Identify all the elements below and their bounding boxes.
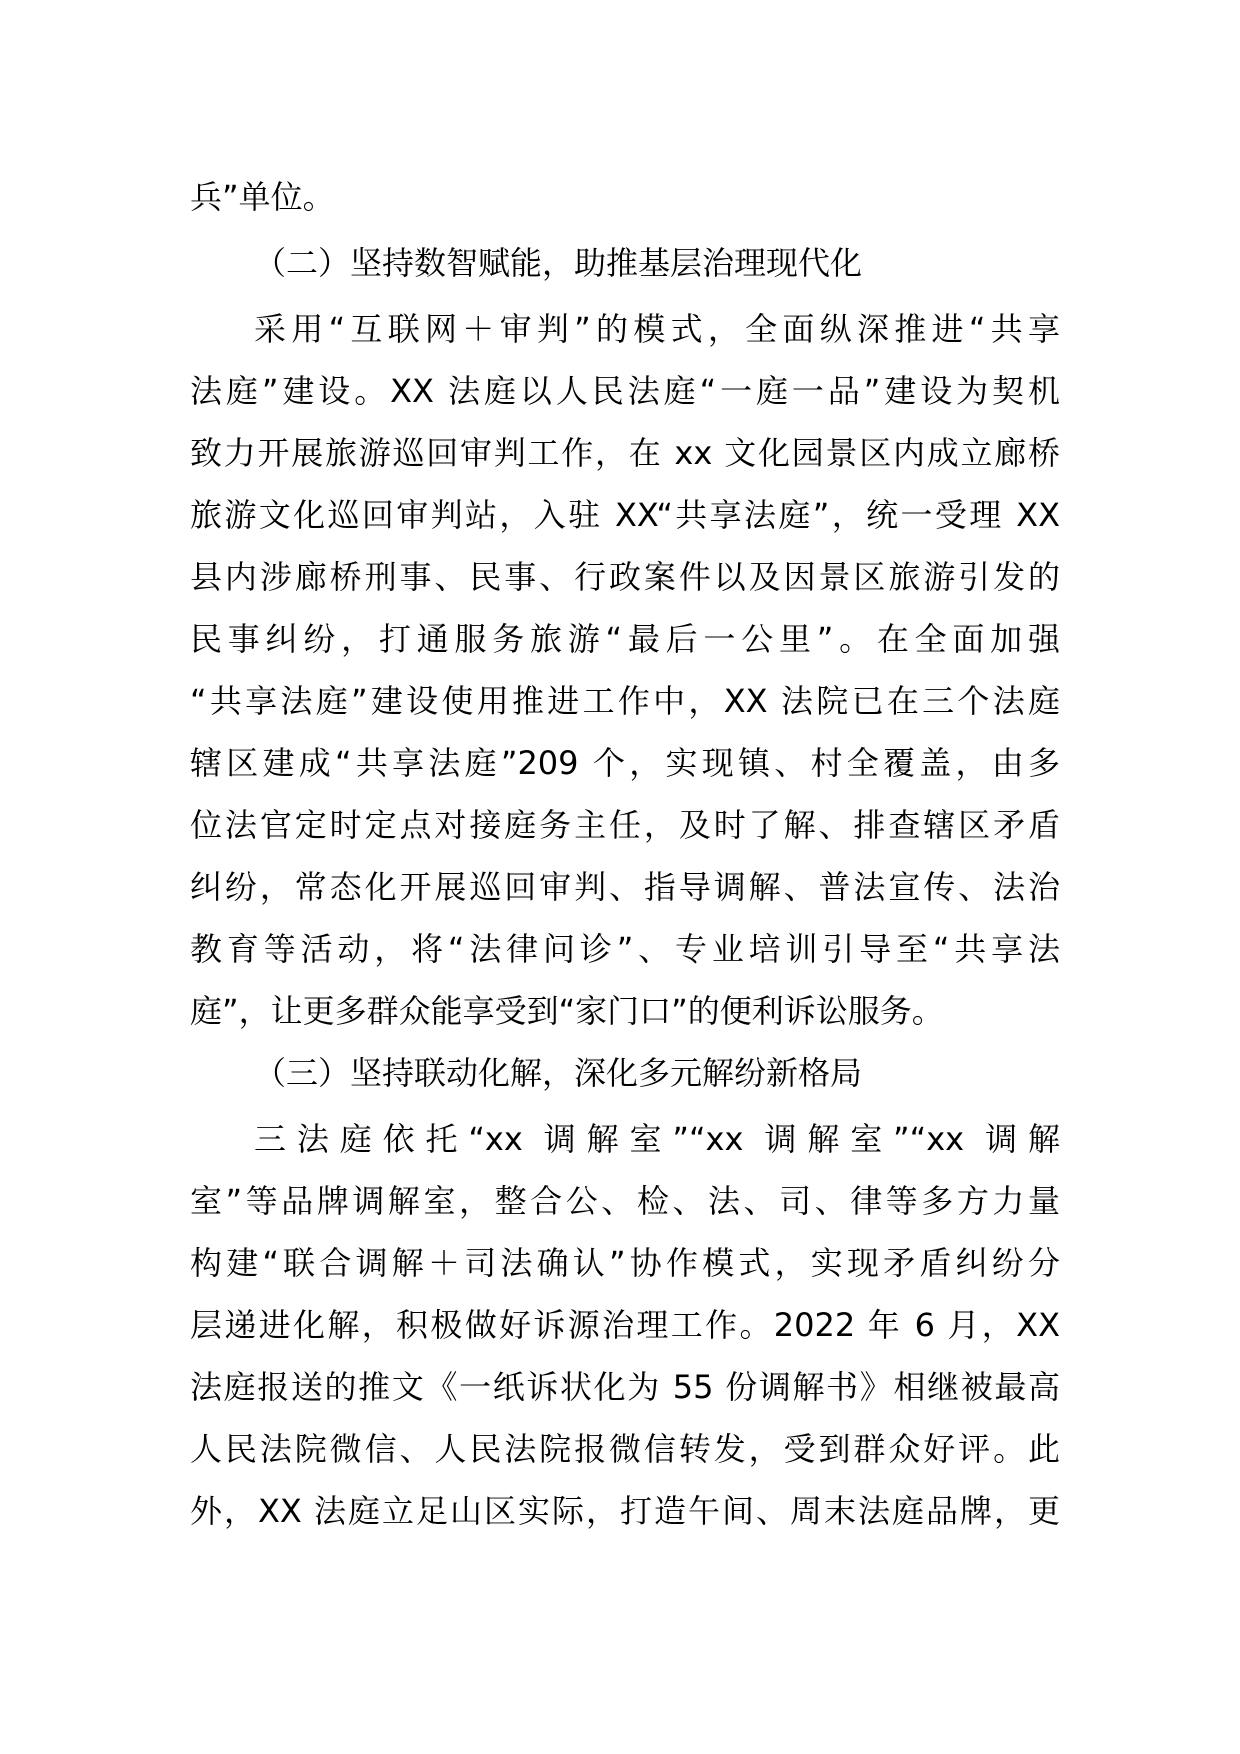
paragraph-line: 室”等品牌调解室，整合公、检、法、司、律等多方力量 [190,1182,1060,1220]
section-heading: （二）坚持数智赋能，助推基层治理现代化 [254,244,863,282]
section-heading: （三）坚持联动化解，深化多元解纷新格局 [254,1054,863,1092]
paragraph-line: 外，XX 法庭立足山区实际，打造午间、周末法庭品牌，更 [190,1492,1060,1530]
paragraph-line: 旅游文化巡回审判站，入驻 XX“共享法庭”，统一受理 XX [190,496,1060,534]
paragraph-line: 辖区建成“共享法庭”209 个，实现镇、村全覆盖，由多 [190,744,1060,782]
paragraph-line: 法庭”建设。XX 法庭以人民法庭“一庭一品”建设为契机 [190,372,1060,410]
paragraph-line: 县内涉廊桥刑事、民事、行政案件以及因景区旅游引发的 [190,558,1060,596]
paragraph-line: 三法庭依托“xx 调解室”“xx 调解室”“xx 调解 [254,1120,1060,1158]
paragraph-line: 构建“联合调解＋司法确认”协作模式，实现矛盾纠纷分 [190,1244,1060,1282]
paragraph-line: 纠纷，常态化开展巡回审判、指导调解、普法宣传、法治 [190,868,1060,906]
paragraph-line: 采用“互联网＋审判”的模式，全面纵深推进“共享 [254,310,1060,348]
paragraph-line: 民事纠纷，打通服务旅游“最后一公里”。在全面加强 [190,620,1060,658]
paragraph-line: 庭”，让更多群众能享受到“家门口”的便利诉讼服务。 [190,992,944,1030]
paragraph-line: 致力开展旅游巡回审判工作，在 xx 文化园景区内成立廊桥 [190,434,1060,472]
paragraph-line: 人民法院微信、人民法院报微信转发，受到群众好评。此 [190,1430,1060,1468]
paragraph-line: 位法官定时定点对接庭务主任，及时了解、排查辖区矛盾 [190,806,1060,844]
paragraph-line: 法庭报送的推文《一纸诉状化为 55 份调解书》相继被最高 [190,1368,1060,1406]
paragraph-line: “共享法庭”建设使用推进工作中，XX 法院已在三个法庭 [190,682,1060,720]
paragraph-line: 层递进化解，积极做好诉源治理工作。2022 年 6 月，XX [190,1306,1060,1344]
paragraph-line: 教育等活动，将“法律问诊”、专业培训引导至“共享法 [190,930,1060,968]
paragraph-line: 兵”单位。 [190,178,335,216]
